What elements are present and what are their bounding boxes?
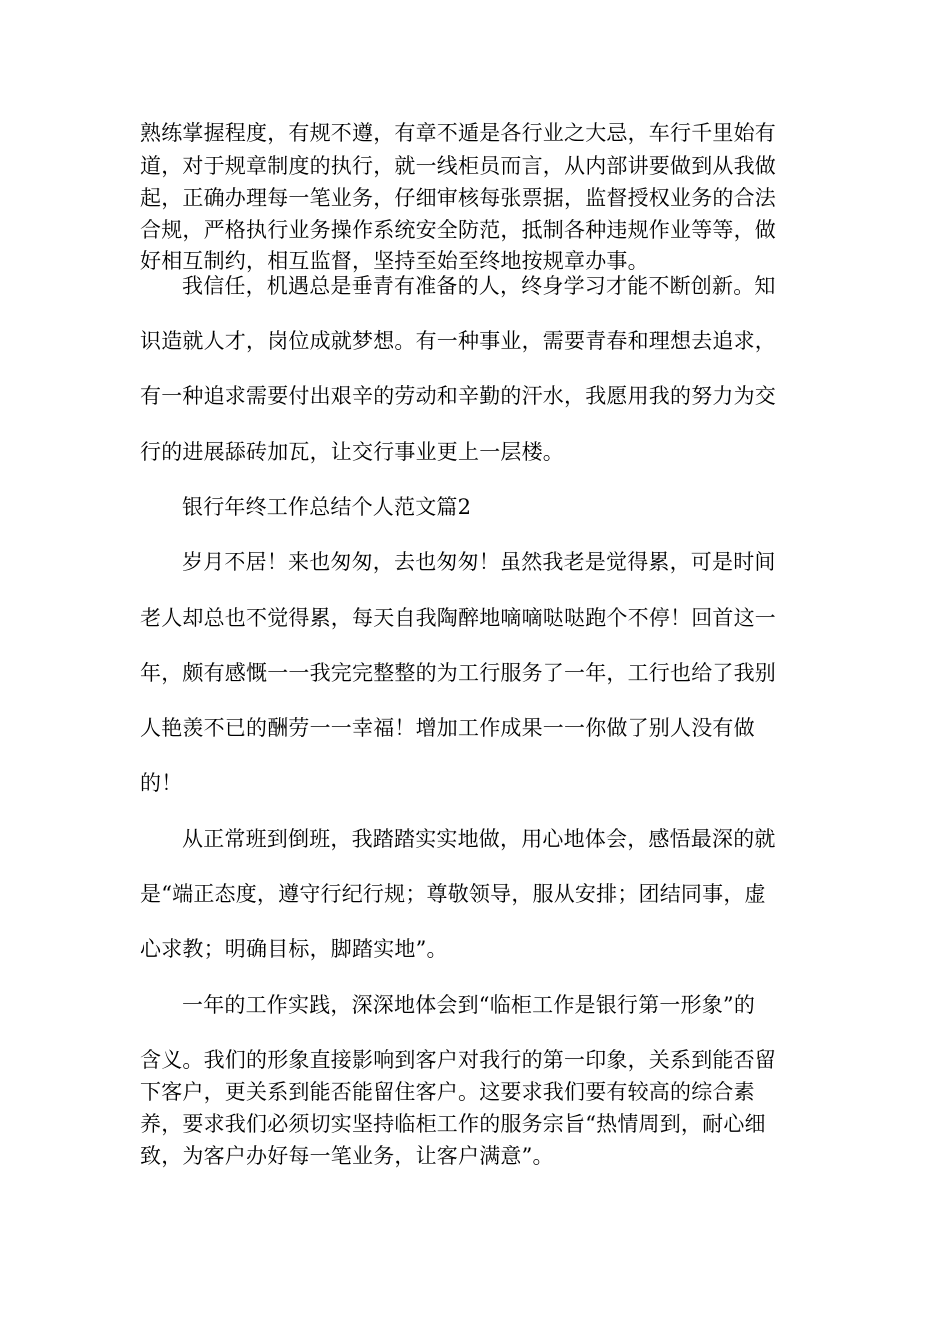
paragraph-5-line-4: 养，要求我们必须切实坚持临柜工作的服务宗旨“热情周到，耐心细 [140, 1112, 766, 1136]
paragraph-4-line-1: 从正常班到倒班，我踏踏实实地做，用心地体会，感悟最深的就 [182, 827, 776, 851]
paragraph-3-line-5: 的！ [140, 771, 183, 795]
paragraph-1-line-1: 熟练掌握程度，有规不遵，有章不遁是各行业之大忌，车行千里始有 [140, 121, 776, 145]
paragraph-5-line-5: 致，为客户办好每一笔业务，让客户满意”。 [140, 1144, 554, 1168]
paragraph-3-line-2: 老人却总也不觉得累，每天自我陶醉地嘀嘀哒哒跑个不停！回首这一 [140, 606, 776, 630]
paragraph-2-line-2: 识造就人才，岗位成就梦想。有一种事业，需要青春和理想去追求， [140, 329, 776, 353]
paragraph-3-line-4: 人艳羡不已的酬劳一一幸福！增加工作成果一一你做了别人没有做 [140, 716, 755, 740]
paragraph-1-line-4: 合规，严格执行业务操作系统安全防范，抵制各种违规作业等等，做 [140, 218, 776, 242]
paragraph-1-line-2: 道，对于规章制度的执行，就一线柜员而言，从内部讲要做到从我做 [140, 154, 776, 178]
paragraph-1-line-3: 起，正确办理每一笔业务，仔细审核每张票据，监督授权业务的合法 [140, 186, 776, 210]
paragraph-4-line-2: 是“端正态度，遵守行纪行规；尊敬领导，服从安排；团结同事，虚 [140, 882, 766, 906]
paragraph-1-line-5: 好相互制约，相互监督，坚持至始至终地按规章办事。 [140, 249, 649, 273]
paragraph-5-line-1: 一年的工作实践，深深地体会到“临柜工作是银行第一形象”的 [182, 993, 756, 1017]
paragraph-3-line-3: 年，颇有感慨一一我完完整整的为工行服务了一年，工行也给了我别 [140, 661, 776, 685]
paragraph-2-line-4: 行的进展舔砖加瓦，让交行事业更上一层楼。 [140, 440, 564, 464]
section-heading: 银行年终工作总结个人范文篇2 [182, 495, 472, 519]
paragraph-2-line-3: 有一种追求需要付出艰辛的劳动和辛勤的汗水，我愿用我的努力为交 [140, 384, 776, 408]
paragraph-2-line-1: 我信任，机遇总是垂青有准备的人，终身学习才能不断创新。知 [182, 274, 776, 298]
paragraph-5-line-2: 含义。我们的形象直接影响到客户对我行的第一印象，关系到能否留 [140, 1048, 776, 1072]
paragraph-5-line-3: 下客户，更关系到能否能留住客户。这要求我们要有较高的综合素 [140, 1080, 755, 1104]
paragraph-4-line-3: 心求教；明确目标，脚踏实地”。 [140, 937, 448, 961]
paragraph-3-line-1: 岁月不居！来也匆匆，去也匆匆！虽然我老是觉得累，可是时间 [182, 550, 776, 574]
